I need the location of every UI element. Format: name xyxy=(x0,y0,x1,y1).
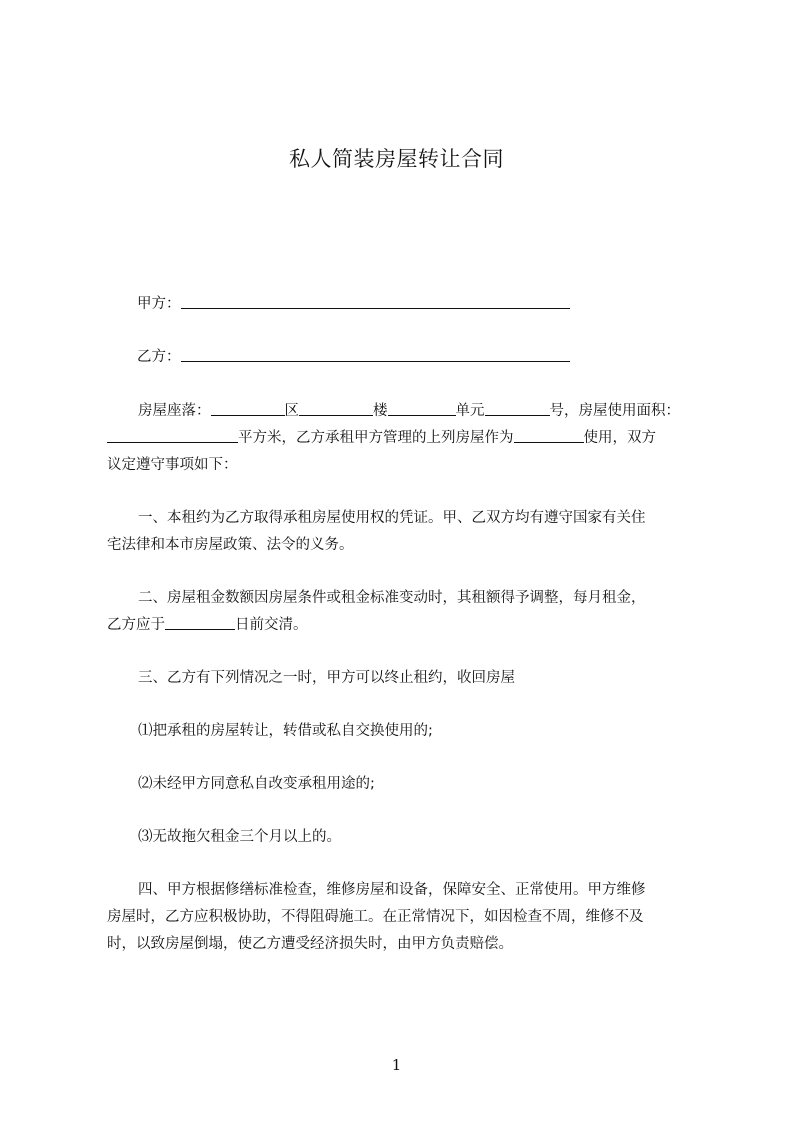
clause-3-line-1: 三、乙方有下列情况之一时，甲方可以终止租约，收回房屋 xyxy=(138,670,515,686)
number-blank xyxy=(485,401,550,416)
party-a-label: 甲方： xyxy=(137,296,181,312)
area-blank xyxy=(107,428,238,443)
party-b-line xyxy=(137,345,570,366)
location-line-1 xyxy=(138,399,680,420)
document-title: 私人简装房屋转让合同 xyxy=(289,147,504,171)
usage-text: 使用，双方 xyxy=(583,430,656,446)
unit-blank xyxy=(388,401,456,416)
clause-4-line-3: 时，以致房屋倒塌，使乙方遭受经济损失时，由甲方负责赔偿。 xyxy=(107,936,513,952)
unit-label: 单元 xyxy=(455,403,485,419)
clause-3-item-3: ⑶无故拖欠租金三个月以上的。 xyxy=(138,829,341,845)
building-label: 楼 xyxy=(373,403,388,419)
usage-blank xyxy=(514,428,584,443)
clause-2-line-1: 二、房屋租金数额因房屋条件或租金标准变动时，其租额得予调整，每月租金， xyxy=(138,590,646,606)
payment-label: 乙方应于 xyxy=(107,617,165,633)
area-unit-text: 平方米，乙方承租甲方管理的上列房屋作为 xyxy=(238,430,514,446)
clause-1-line-2: 宅法律和本市房屋政策、法令的义务。 xyxy=(107,537,354,553)
party-a-line xyxy=(137,292,570,313)
clause-3-item-2: ⑵未经甲方同意私自改变承租用途的; xyxy=(138,776,375,792)
payment-day-blank xyxy=(165,615,235,630)
area-label: 号，房屋使用面积： xyxy=(549,403,680,419)
clause-4-line-1: 四、甲方根据修缮标准检查，维修房屋和设备，保障安全、正常使用。甲方维修 xyxy=(138,882,646,898)
clause-4-line-2: 房屋时，乙方应积极协助，不得阻碍施工。在正常情况下，如因检查不周，维修不及 xyxy=(107,909,644,925)
location-line-3: 议定遵守事项如下： xyxy=(107,457,238,473)
building-blank xyxy=(299,401,373,416)
district-blank xyxy=(211,401,285,416)
clause-1-line-1: 一、本租约为乙方取得承租房屋使用权的凭证。甲、乙双方均有遵守国家有关住 xyxy=(138,510,646,526)
payment-text: 日前交清。 xyxy=(235,617,308,633)
location-label: 房屋座落： xyxy=(138,403,211,419)
party-a-blank xyxy=(181,294,570,309)
clause-3-item-1: ⑴把承租的房屋转让，转借或私自交换使用的; xyxy=(138,723,433,739)
party-b-label: 乙方： xyxy=(137,349,181,365)
page-number: 1 xyxy=(391,1056,402,1074)
party-b-blank xyxy=(181,347,570,362)
location-line-2 xyxy=(107,426,656,447)
district-label: 区 xyxy=(284,403,299,419)
clause-2-line-2 xyxy=(107,613,308,634)
